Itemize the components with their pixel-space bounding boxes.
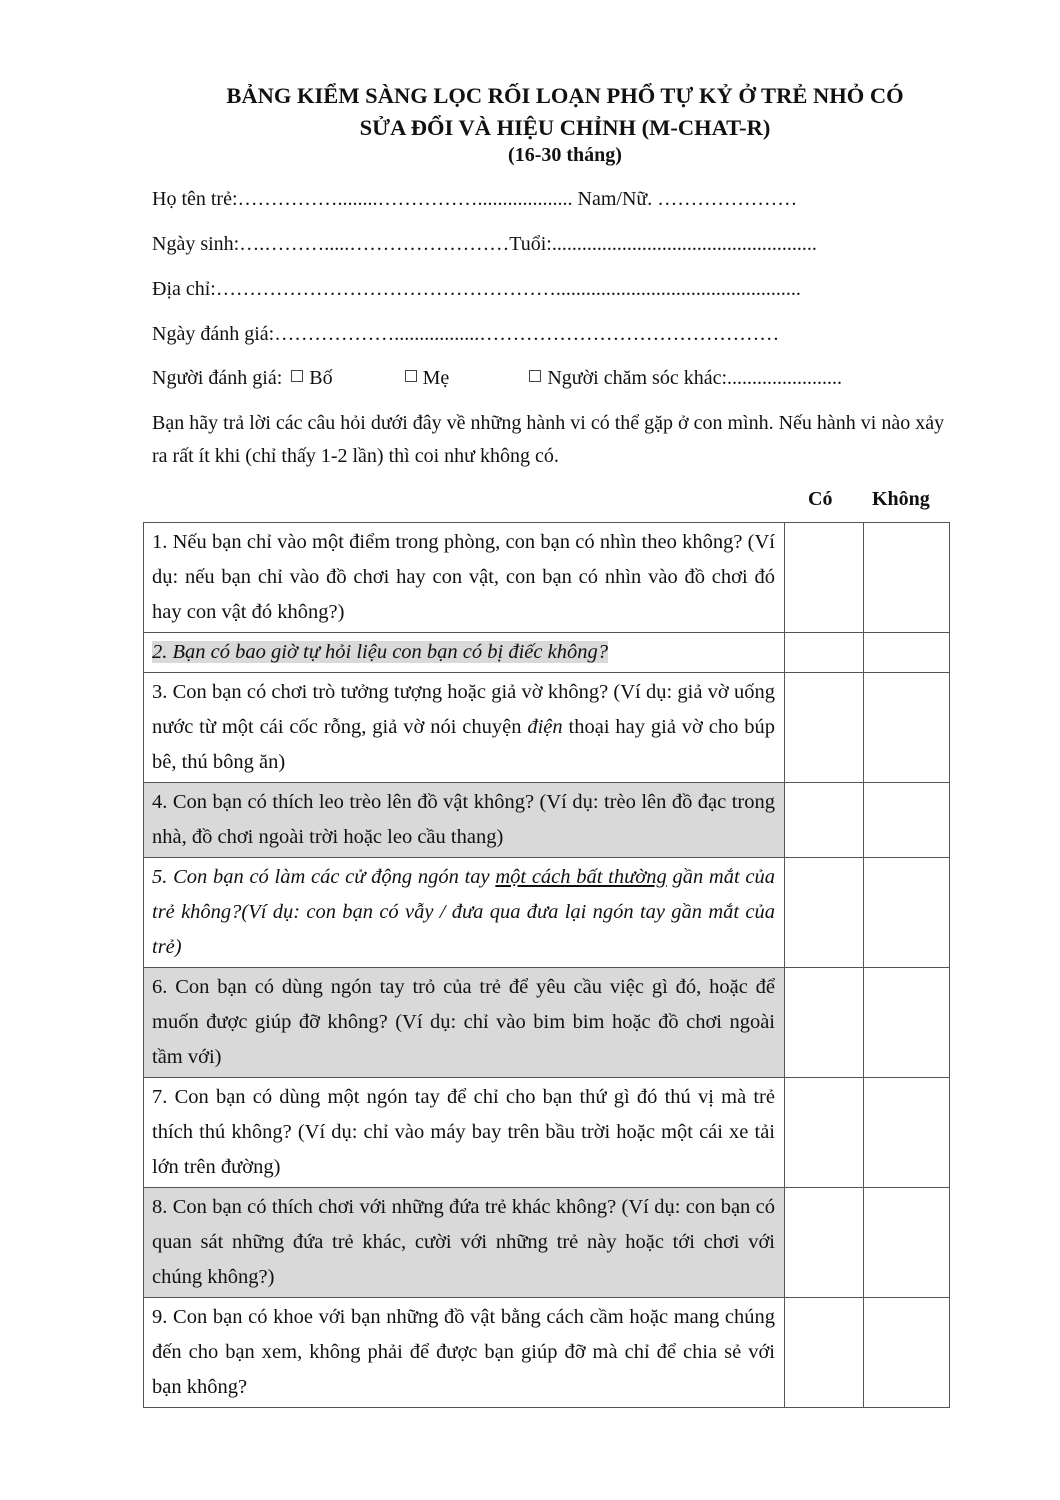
question-text-5	[144, 858, 785, 968]
question-text-2	[144, 633, 785, 673]
question-5-part-1: 5. Con bạn có làm các cử động ngón tay	[152, 866, 496, 888]
title-line-1: BẢNG KIỂM SÀNG LỌC RỐI LOẠN PHỔ TỰ KỶ Ở TRẺ NHỎ CÓ	[226, 83, 904, 108]
question-row-6	[144, 968, 950, 1078]
question-row-9	[144, 1298, 950, 1408]
question-row-1	[144, 523, 950, 633]
answer-no-cell-3[interactable]	[864, 673, 950, 783]
question-row-4	[144, 783, 950, 858]
address-field[interactable]: Địa chỉ:…………………………………………….................................................	[152, 278, 801, 300]
answer-no-cell-1[interactable]	[864, 523, 950, 633]
question-row-3	[144, 673, 950, 783]
question-text-7: 7. Con bạn có dùng một ngón tay để chỉ cho bạn thứ gì đó thú vị mà trẻ thích thú không? (Ví dụ: chỉ vào máy bay trên bầu trời hoặc một cái xe tải lớn trên đường)	[144, 1078, 785, 1188]
age-range: (16-30 tháng)	[508, 144, 622, 166]
answer-yes-cell-7[interactable]	[785, 1078, 864, 1188]
answer-yes-cell-6[interactable]	[785, 968, 864, 1078]
evaluator-label: Người đánh giá:	[152, 367, 283, 389]
child-name-field[interactable]: Họ tên trẻ:……………........……………................... Nam/Nữ. …………………	[152, 188, 798, 210]
question-text-1: 1. Nếu bạn chỉ vào một điểm trong phòng, con bạn có nhìn theo không? (Ví dụ: nếu bạn chỉ vào đồ chơi hay con vật, con bạn có nhìn vào đồ chơi đó hay con vật đó không?)	[144, 523, 785, 633]
answer-no-cell-6[interactable]	[864, 968, 950, 1078]
other-caregiver-label: Người chăm sóc khác:.......................	[547, 367, 843, 389]
answer-yes-cell-4[interactable]	[785, 783, 864, 858]
mother-checkbox[interactable]	[405, 370, 417, 382]
evaluator-row	[152, 364, 842, 392]
instruction-text: Bạn hãy trả lời các câu hỏi dưới đây về những hành vi có thể gặp ở con mình. Nếu hành vi nào xảy ra rất ít khi (chỉ thấy 1-2 lần) thì coi như không có.	[152, 412, 945, 467]
question-row-5	[144, 858, 950, 968]
answer-yes-cell-5[interactable]	[785, 858, 864, 968]
answer-no-cell-5[interactable]	[864, 858, 950, 968]
question-text-6: 6. Con bạn có dùng ngón tay trỏ của trẻ để yêu cầu việc gì đó, hoặc để muốn được giúp đỡ không? (Ví dụ: chỉ vào bim bim hoặc đồ chơi ngoài tầm với)	[144, 968, 785, 1078]
question-text-8: 8. Con bạn có thích chơi với những đứa trẻ khác không? (Ví dụ: con bạn có quan sát những đứa trẻ khác, cười với những trẻ này hoặc tới chơi với chúng không?)	[144, 1188, 785, 1298]
question-row-8	[144, 1188, 950, 1298]
birth-date-field[interactable]: Ngày sinh:….……….....……………………Tuổi:.....................................................	[152, 233, 817, 255]
question-text-3	[144, 673, 785, 783]
questionnaire-table	[143, 522, 950, 1408]
answer-no-cell-8[interactable]	[864, 1188, 950, 1298]
answer-no-cell-9[interactable]	[864, 1298, 950, 1408]
question-3-italic-word: điện	[527, 716, 563, 738]
father-checkbox[interactable]	[291, 370, 303, 382]
answer-no-cell-2[interactable]	[864, 633, 950, 673]
question-row-7	[144, 1078, 950, 1188]
mother-option-label: Mẹ	[422, 367, 450, 389]
other-caregiver-checkbox[interactable]	[529, 370, 541, 382]
answer-yes-cell-1[interactable]	[785, 523, 864, 633]
question-3-part-2: thoại hay giả vờ cho búp bê, thú bông ăn)	[152, 716, 775, 773]
eval-date-field[interactable]: Ngày đánh giá:……………….................………………………………………	[152, 323, 780, 345]
column-header-no: Không	[872, 488, 930, 510]
answer-no-cell-4[interactable]	[864, 783, 950, 858]
answer-yes-cell-9[interactable]	[785, 1298, 864, 1408]
question-text-9: 9. Con bạn có khoe với bạn những đồ vật bằng cách cầm hoặc mang chúng đến cho bạn xem, không phải để được bạn giúp đỡ mà chỉ để chia sẻ với bạn không?	[144, 1298, 785, 1408]
question-row-2	[144, 633, 950, 673]
document-title	[140, 80, 990, 144]
answer-yes-cell-8[interactable]	[785, 1188, 864, 1298]
answer-yes-cell-3[interactable]	[785, 673, 864, 783]
answer-yes-cell-2[interactable]	[785, 633, 864, 673]
column-header-yes: Có	[808, 488, 833, 510]
title-line-2: SỬA ĐỔI VÀ HIỆU CHỈNH (M-CHAT-R)	[359, 115, 771, 140]
question-5-underlined: một cách bất thường	[495, 866, 667, 888]
father-option-label: Bố	[309, 367, 333, 389]
answer-no-cell-7[interactable]	[864, 1078, 950, 1188]
question-3-part-1: 3. Con bạn có chơi trò tưởng tượng hoặc giả vờ không? (Ví dụ: giả vờ uống nước từ một cái cốc rỗng, giả vờ nói chuyện	[152, 681, 775, 738]
question-text-4: 4. Con bạn có thích leo trèo lên đồ vật không? (Ví dụ: trèo lên đồ đạc trong nhà, đồ chơi ngoài trời hoặc leo cầu thang)	[144, 783, 785, 858]
question-2-label: 2. Bạn có bao giờ tự hỏi liệu con bạn có bị điếc không?	[152, 641, 608, 663]
question-5-part-2: gần mắt của trẻ không?(Ví dụ: con bạn có vẫy / đưa qua đưa lại ngón tay gần mắt của trẻ)	[152, 866, 775, 958]
